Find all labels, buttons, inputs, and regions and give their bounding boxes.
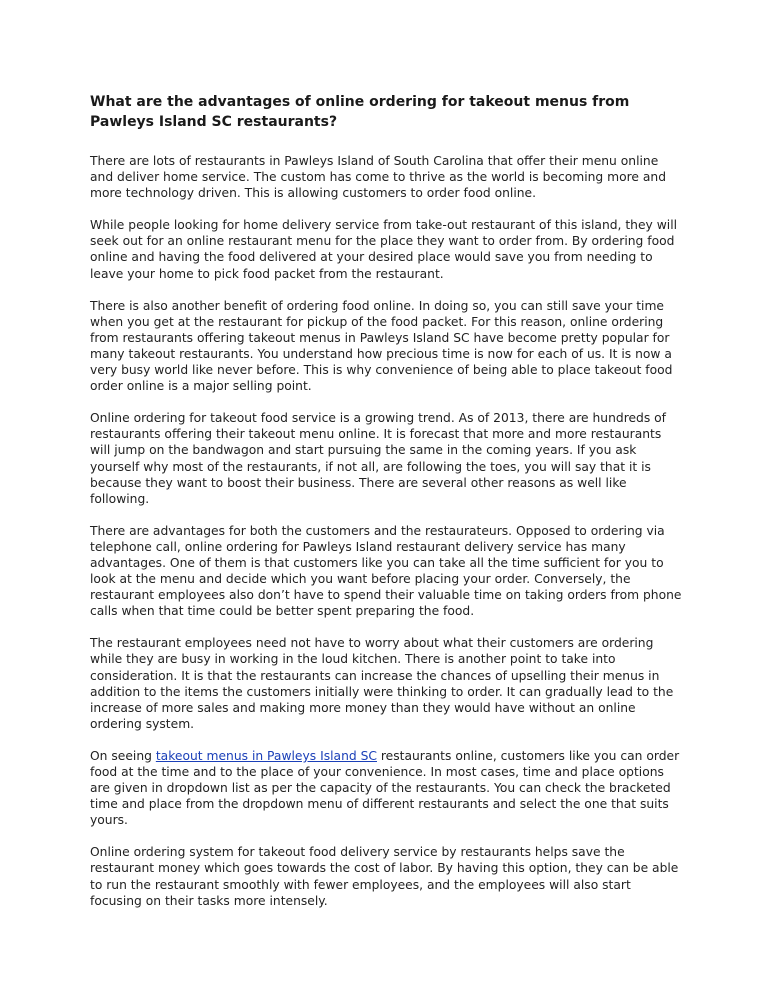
document-title: What are the advantages of online ordering for takeout menus from Pawleys Island SC restaurants?: [90, 94, 630, 130]
document-page: [90, 92, 682, 925]
paragraph-5: There are advantages for both the customers and the restaurateurs. Opposed to ordering via telephone call, online ordering for Pawleys Island restaurant delivery service has many advantages. One of them is that customers like you can take all the time sufficient for you to look at the menu and decide which you want before placing your order. Conversely, the restaurant employees also don’t have to spend their valuable time on taking orders from phone calls when that time could be better spent preparing the food.: [90, 523, 682, 619]
paragraph-7: [90, 748, 682, 828]
paragraph-7-after: restaurants online, customers like you can order food at the time and to the place of your convenience. In most cases, time and place options are given in dropdown list as per the capacity of the restaurants. You can check the bracketed time and place from the dropdown menu of different restaurants and select the one that suits yours.: [90, 748, 680, 828]
paragraph-6: The restaurant employees need not have to worry about what their customers are ordering while they are busy in working in the loud kitchen. There is another point to take into consideration. It is that the restaurants can increase the chances of upselling their menus in addition to the items the customers initially were thinking to order. It can gradually lead to the increase of more sales and making more money than they would have without an online ordering system.: [90, 636, 674, 731]
takeout-menus-link[interactable]: takeout menus in Pawleys Island SC: [155, 748, 377, 763]
paragraph-1: There are lots of restaurants in Pawleys Island of South Carolina that offer their menu online and deliver home service. The custom has come to thrive as the world is becoming more and more technology driven. This is allowing customers to order food online.: [90, 154, 667, 201]
paragraph-3: There is also another benefit of ordering food online. In doing so, you can still save your time when you get at the restaurant for pickup of the food packet. For this reason, online ordering from restaurants offering takeout menus in Pawleys Island SC have become pretty popular for many takeout restaurants. You understand how precious time is now for each of us. It is now a very busy world like never before. This is why convenience of being able to place takeout food order online is a major selling point.: [90, 298, 673, 394]
paragraph-4: Online ordering for takeout food service is a growing trend. As of 2013, there are hundreds of restaurants offering their takeout menu online. It is forecast that more and more restaurants will jump on the bandwagon and start pursuing the same in the coming years. If you ask yourself why most of the restaurants, if not all, are following the toes, you will say that it is because they want to boost their business. There are several other reasons as well like following.: [90, 411, 667, 506]
paragraph-8: Online ordering system for takeout food delivery service by restaurants helps save the restaurant money which goes towards the cost of labor. By having this option, they can be able to run the restaurant smoothly with fewer employees, and the employees will also start focusing on their tasks more intensely.: [90, 845, 679, 908]
paragraph-7-before: On seeing: [90, 748, 156, 763]
paragraph-2: While people looking for home delivery service from take-out restaurant of this island, they will seek out for an online restaurant menu for the place they want to order from. By ordering food online and having the food delivered at your desired place would save you from needing to leave your home to pick food packet from the restaurant.: [90, 218, 678, 281]
